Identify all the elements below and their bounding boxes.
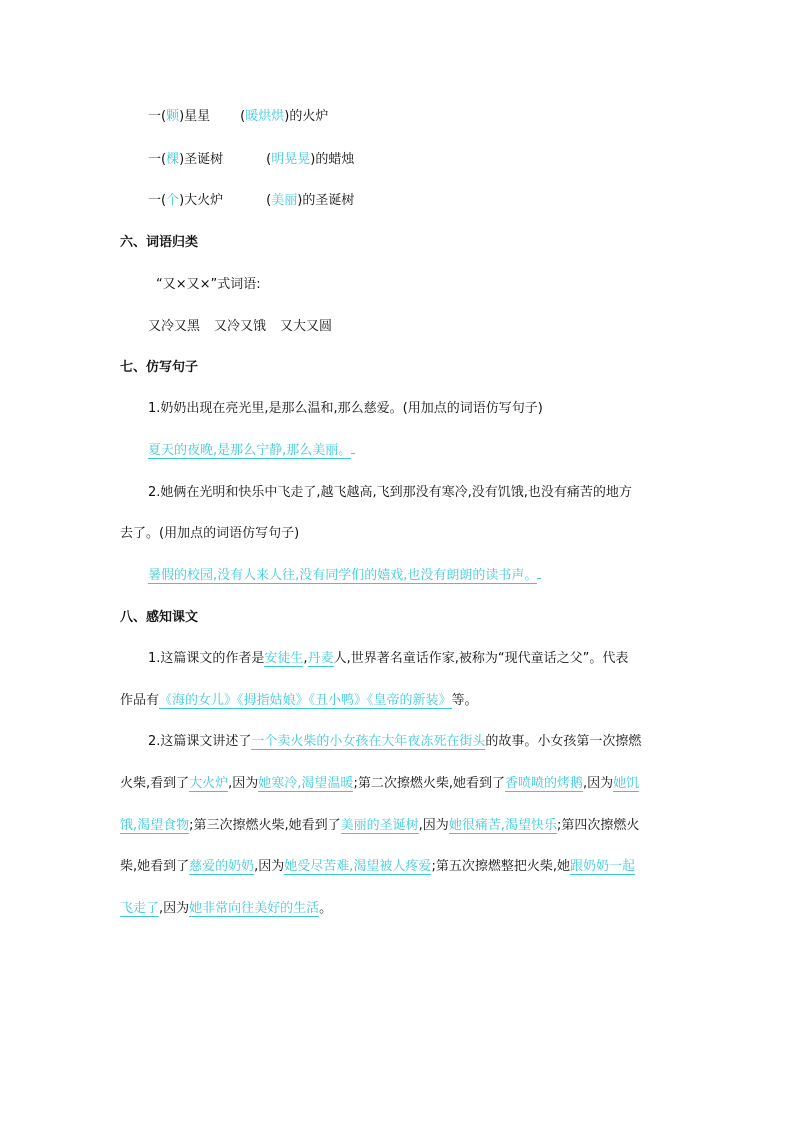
question-text: ,因为 bbox=[254, 859, 285, 874]
question-8-2-line2 bbox=[120, 775, 639, 793]
answer-word: 个 bbox=[166, 193, 180, 208]
question-7-2-line2: 去了。(用加点的词语仿写句子) bbox=[120, 526, 300, 541]
quantifier-row-3 bbox=[148, 192, 354, 210]
row-text: )的圣诞树 bbox=[297, 193, 355, 208]
answer-blank: 安徒生 bbox=[264, 651, 304, 666]
row-text: )的火炉 bbox=[284, 109, 329, 124]
row-text: )的蜡烛 bbox=[310, 152, 355, 167]
section-6-prompt: “又×又×”式词语: bbox=[156, 277, 261, 292]
question-8-2-line4 bbox=[120, 858, 635, 876]
answer-blank: 她饥 bbox=[613, 776, 640, 791]
quantifier-row-2 bbox=[148, 151, 354, 169]
row-text: 一( bbox=[148, 109, 167, 124]
answer-blank: 丹麦 bbox=[307, 651, 334, 666]
question-text: 柴,她看到了 bbox=[120, 859, 190, 874]
row-text: )圣诞树 bbox=[179, 152, 224, 167]
question-text: 1.这篇课文的作者是 bbox=[148, 651, 265, 666]
question-text: , bbox=[303, 651, 308, 666]
answer-text: 夏天的夜晚,是那么宁静,那么美丽。 bbox=[148, 443, 352, 458]
answer-blank: 一个卖火柴的小女孩在大年夜冻死在街头 bbox=[251, 734, 486, 749]
answer-blank: 《海的女儿》《拇指姑娘》《丑小鸭》《皇帝的新装》 bbox=[159, 693, 452, 708]
row-text: ( bbox=[266, 152, 272, 167]
answer-blank: 大火炉 bbox=[189, 776, 229, 791]
answer-blank: 香喷喷的烤鹅 bbox=[504, 776, 583, 791]
answer-blank: 她受尽苦难,渴望被人疼爱 bbox=[284, 859, 432, 874]
answer-blank: 饿,渴望食物 bbox=[120, 818, 190, 833]
answer-blank: 她很痛苦,渴望快乐 bbox=[448, 818, 557, 833]
question-text: ;第五次擦燃整把火柴,她 bbox=[431, 859, 570, 874]
section-6-heading: 六、词语归类 bbox=[120, 235, 199, 250]
section-6-words bbox=[148, 318, 332, 336]
word-item: 又冷又黑 bbox=[148, 319, 201, 334]
question-7-2-line1: 2.她俩在光明和快乐中飞走了,越飞越高,飞到那没有寒冷,没有饥饿,也没有痛苦的地方 bbox=[148, 485, 632, 500]
question-8-2-line5 bbox=[120, 900, 332, 918]
row-text: ( bbox=[240, 109, 246, 124]
question-text: ,因为 bbox=[228, 776, 259, 791]
section-8-heading: 八、感知课文 bbox=[120, 610, 199, 625]
answer-blank: 她非常向往美好的生活 bbox=[189, 901, 320, 916]
quantifier-row-1 bbox=[148, 108, 328, 126]
word-item: 又大又圆 bbox=[280, 319, 333, 334]
answer-blank: 跟奶奶一起 bbox=[569, 859, 635, 874]
question-8-2-line3 bbox=[120, 817, 639, 835]
row-text: ( bbox=[266, 193, 272, 208]
answer-word: 暖烘烘 bbox=[245, 109, 285, 124]
answer-blank: 她寒冷,渴望温暖 bbox=[258, 776, 354, 791]
answer-blank: 飞走了 bbox=[120, 901, 160, 916]
question-text: 。 bbox=[319, 901, 333, 916]
question-text: 人,世界著名童话作家,被称为“现代童话之父”。代表 bbox=[333, 651, 629, 666]
section-7-heading: 七、仿写句子 bbox=[120, 360, 199, 375]
row-text: )大火炉 bbox=[179, 193, 224, 208]
question-8-1-line2 bbox=[120, 692, 478, 710]
question-7-1: 1.奶奶出现在亮光里,是那么温和,那么慈爱。(用加点的词语仿写句子) bbox=[148, 401, 543, 416]
word-item: 又冷又饿 bbox=[214, 319, 267, 334]
question-text: 的故事。小女孩第一次擦燃 bbox=[485, 734, 642, 749]
answer-7-1 bbox=[148, 442, 355, 460]
answer-word: 美丽 bbox=[271, 193, 298, 208]
question-text: 等。 bbox=[451, 693, 478, 708]
row-text: 一( bbox=[148, 152, 167, 167]
question-text: 火柴,看到了 bbox=[120, 776, 190, 791]
question-8-1-line1 bbox=[148, 650, 628, 668]
answer-blank: 慈爱的奶奶 bbox=[189, 859, 255, 874]
question-text: ,因为 bbox=[418, 818, 449, 833]
answer-word: 明晃晃 bbox=[271, 152, 311, 167]
answer-word: 颗 bbox=[166, 109, 180, 124]
question-text: ;第二次擦燃火柴,她看到了 bbox=[353, 776, 505, 791]
row-text: )星星 bbox=[179, 109, 211, 124]
question-text: ;第三次擦燃火柴,她看到了 bbox=[189, 818, 341, 833]
question-text: ;第四次擦燃火 bbox=[556, 818, 640, 833]
question-text: ,因为 bbox=[582, 776, 614, 791]
answer-text: 暑假的校园,没有人来人往,没有同学们的嬉戏,也没有朗朗的读书声。 bbox=[148, 568, 538, 583]
question-text: 2.这篇课文讲述了 bbox=[148, 734, 252, 749]
answer-blank: 美丽的圣诞树 bbox=[340, 818, 419, 833]
row-text: 一( bbox=[148, 193, 167, 208]
question-text: 作品有 bbox=[120, 693, 160, 708]
question-8-2-line1 bbox=[148, 733, 641, 751]
answer-7-2 bbox=[148, 567, 541, 585]
answer-word: 棵 bbox=[166, 152, 180, 167]
question-text: ,因为 bbox=[159, 901, 190, 916]
